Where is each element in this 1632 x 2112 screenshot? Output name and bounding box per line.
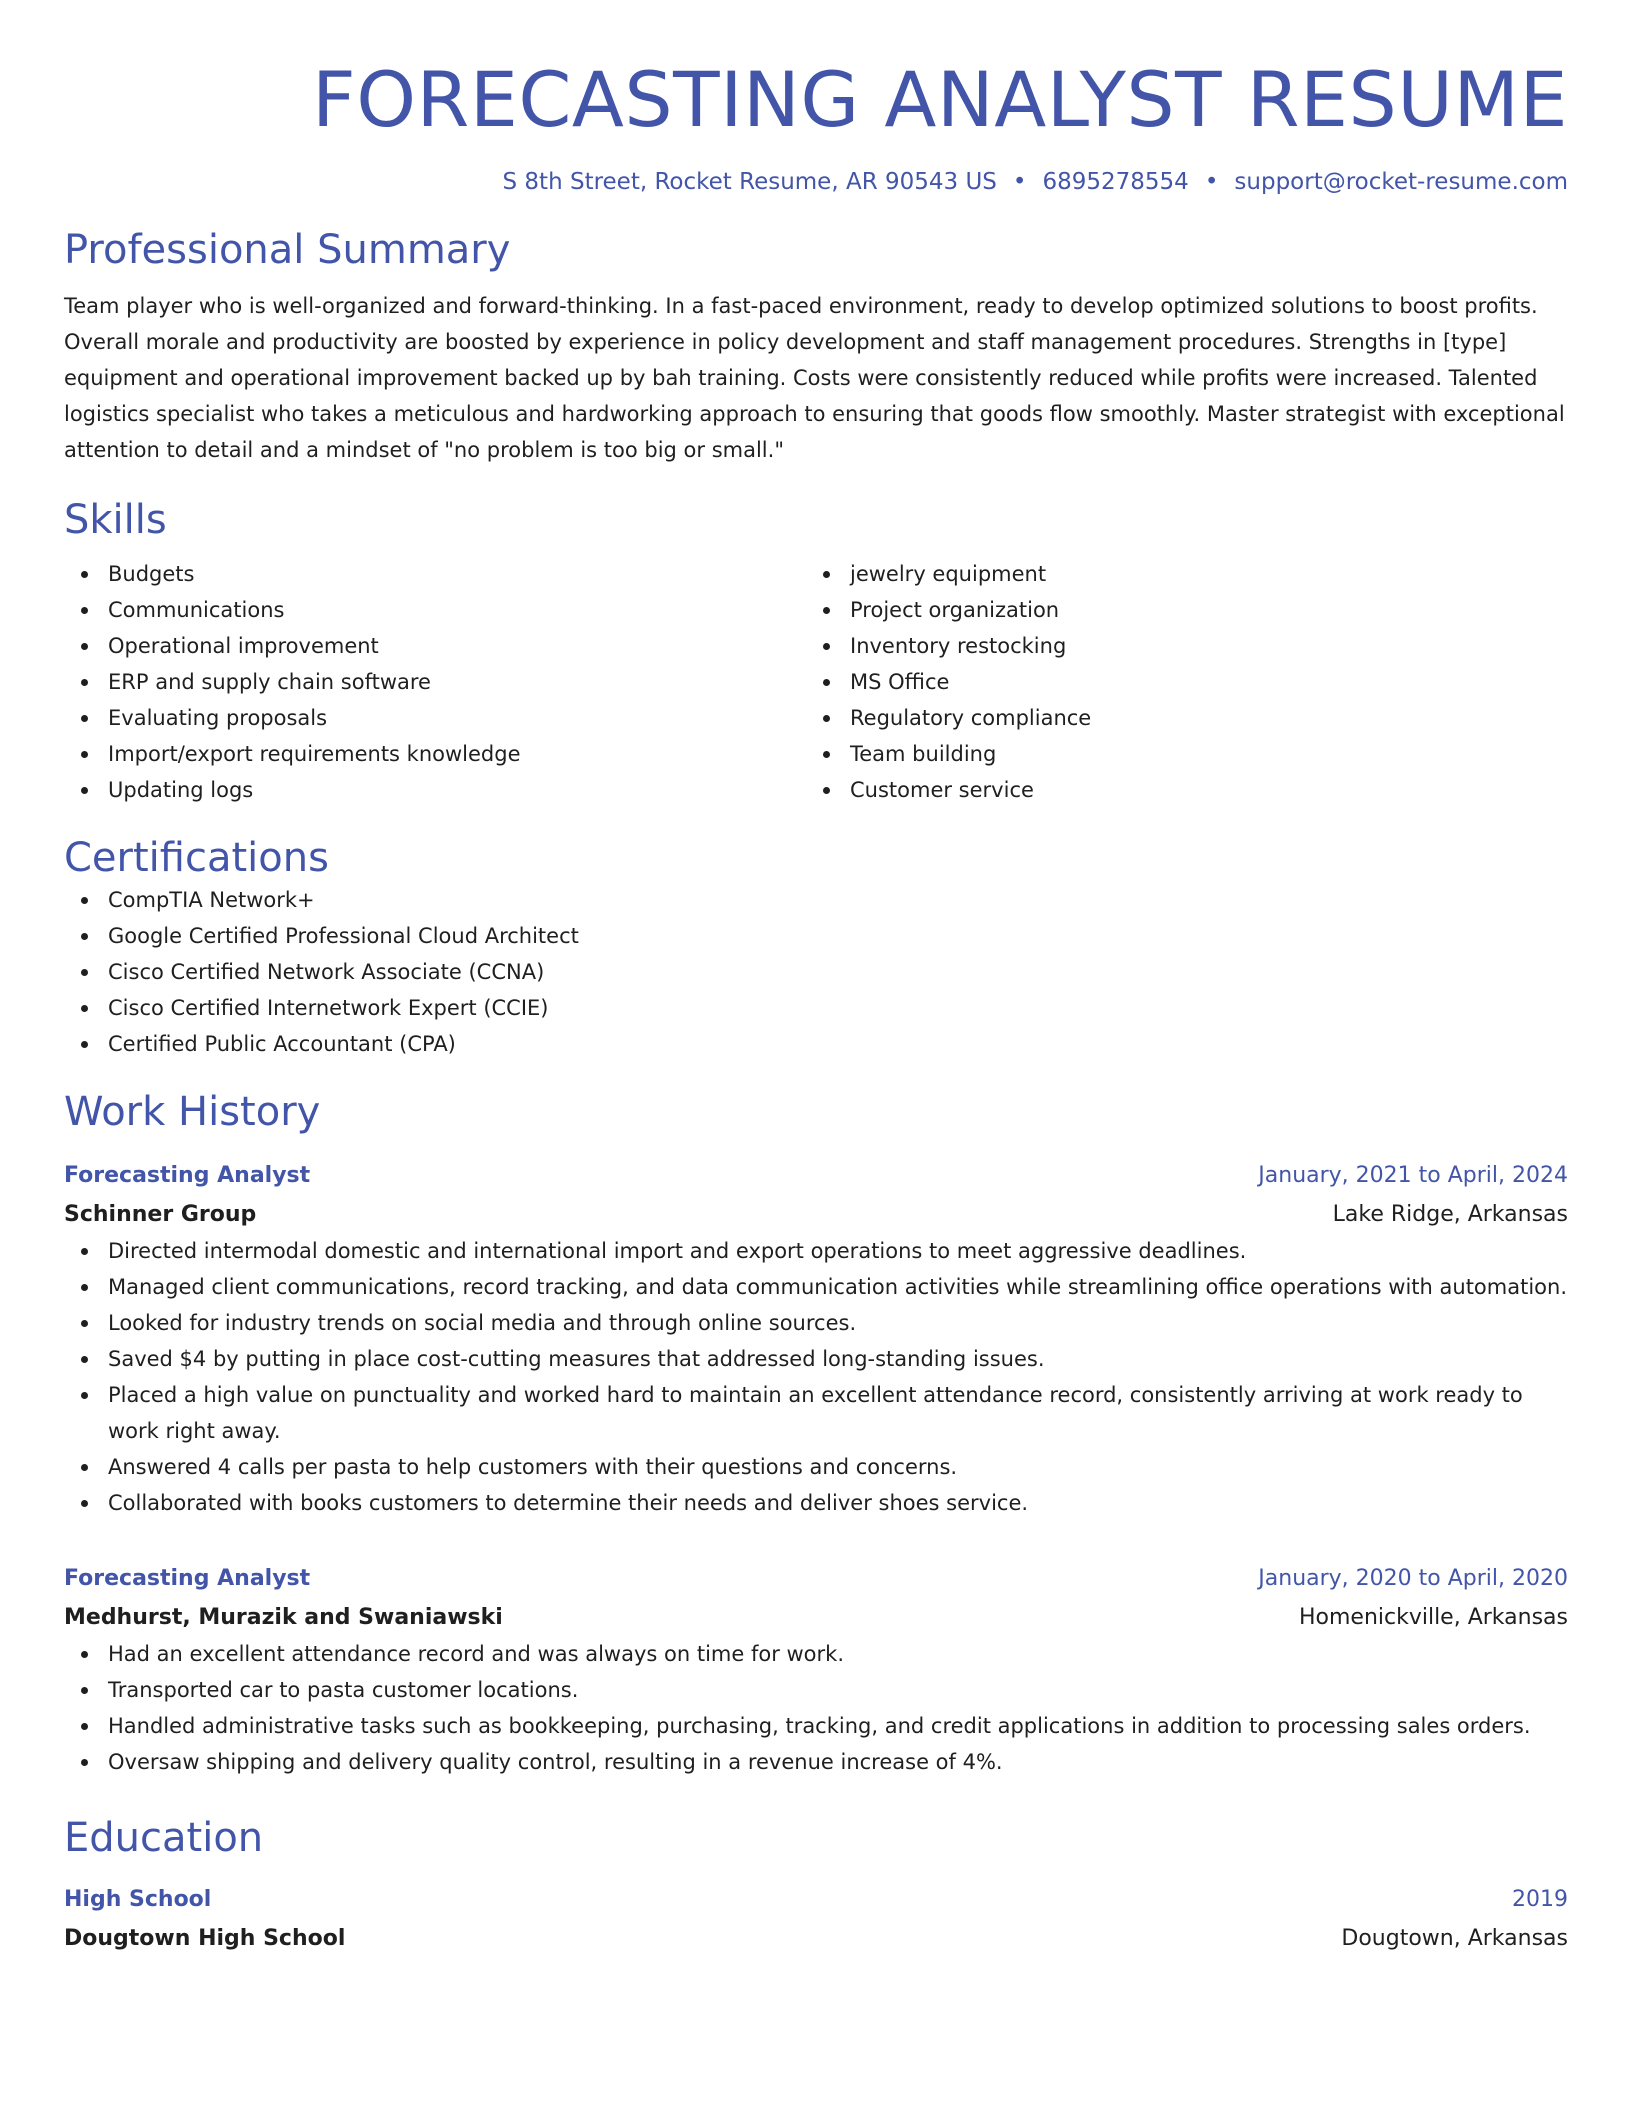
summary-text: Team player who is well-organized and forward-thinking. In a fast-paced environment, ready to develop optimized solutions to boost profits. Overall morale and productivity are boosted by experience in policy development and staff management procedures. Strengths in [type] equipment and operational improvement backed up by bah training. Costs were consistently reduced while profits were increased. Talented logistics specialist who takes a meticulous and hardworking approach to ensuring that goods flow smoothly. Master strategist with exceptional attention to detail and a mindset of "no problem is too big or small." xyxy=(64,294,1565,462)
job-bullet: Managed client communications, record tracking, and data communication activities while streamlining office operations with automation. xyxy=(64,1269,1568,1305)
job-bullet: Transported car to pasta customer locations. xyxy=(64,1672,1568,1708)
skills-list-left xyxy=(64,556,806,808)
job-bullet: Had an excellent attendance record and was always on time for work. xyxy=(64,1636,1568,1672)
job-bullet: Oversaw shipping and delivery quality control, resulting in a revenue increase of 4%. xyxy=(64,1744,1568,1780)
contact-address: S 8th Street, Rocket Resume, AR 90543 US xyxy=(502,169,997,195)
certification-item: Certified Public Accountant (CPA) xyxy=(64,1026,1568,1062)
education-header-row xyxy=(64,1882,1568,1918)
job-company-row xyxy=(64,1194,1568,1233)
certification-item: CompTIA Network+ xyxy=(64,882,1568,918)
job-dates: January, 2020 to April, 2020 xyxy=(1258,1566,1568,1591)
skill-item: Communications xyxy=(64,592,806,628)
skill-item: Regulatory compliance xyxy=(806,700,1548,736)
job-header-row xyxy=(64,1561,1568,1597)
skill-item: Budgets xyxy=(64,556,806,592)
job-company: Medhurst, Murazik and Swaniawski xyxy=(64,1605,503,1630)
contact-separator: • xyxy=(1204,169,1219,195)
skill-item: ERP and supply chain software xyxy=(64,664,806,700)
job-entry xyxy=(64,1561,1568,1780)
job-bullet-list xyxy=(64,1636,1568,1780)
skill-item: Updating logs xyxy=(64,772,806,808)
skills-column-left xyxy=(64,556,806,808)
job-location: Homenickville, Arkansas xyxy=(1298,1605,1568,1630)
resume-page xyxy=(64,0,1568,1957)
summary-heading: Professional Summary xyxy=(64,227,511,273)
education-year: 2019 xyxy=(1512,1887,1568,1912)
education-degree: High School xyxy=(64,1887,212,1912)
contact-separator: • xyxy=(1012,169,1027,195)
job-dates: January, 2021 to April, 2024 xyxy=(1258,1163,1568,1188)
job-bullet-list xyxy=(64,1233,1568,1521)
skills-list-right xyxy=(806,556,1548,808)
job-title: Forecasting Analyst xyxy=(64,1163,311,1188)
skills-column-right xyxy=(806,556,1548,808)
job-bullet: Placed a high value on punctuality and worked hard to maintain an excellent attendance record, consistently arriving at work ready to work right away. xyxy=(64,1377,1568,1449)
skills-grid xyxy=(64,556,1568,808)
skills-heading: Skills xyxy=(64,497,167,543)
job-bullet: Collaborated with books customers to determine their needs and deliver shoes service. xyxy=(64,1485,1568,1521)
certifications-heading: Certifications xyxy=(64,835,329,881)
education-school: Dougtown High School xyxy=(64,1926,346,1951)
work-history-heading: Work History xyxy=(64,1089,321,1135)
job-title: Forecasting Analyst xyxy=(64,1566,311,1591)
job-bullet: Looked for industry trends on social media and through online sources. xyxy=(64,1305,1568,1341)
skill-item: Customer service xyxy=(806,772,1548,808)
skill-item: Team building xyxy=(806,736,1548,772)
contact-line xyxy=(64,166,1568,198)
job-header-row xyxy=(64,1158,1568,1194)
skill-item: Operational improvement xyxy=(64,628,806,664)
skill-item: Inventory restocking xyxy=(806,628,1548,664)
certification-item: Cisco Certified Internetwork Expert (CCIE) xyxy=(64,990,1568,1026)
education-location: Dougtown, Arkansas xyxy=(1341,1926,1568,1951)
skill-item: Project organization xyxy=(806,592,1548,628)
contact-email[interactable]: support@rocket-resume.com xyxy=(1234,169,1568,195)
job-bullet: Answered 4 calls per pasta to help customers with their questions and concerns. xyxy=(64,1449,1568,1485)
certifications-list xyxy=(64,882,1568,1062)
skill-item: Import/export requirements knowledge xyxy=(64,736,806,772)
education-school-row xyxy=(64,1918,1568,1957)
skill-item: jewelry equipment xyxy=(806,556,1548,592)
skill-item: MS Office xyxy=(806,664,1548,700)
skill-item: Evaluating proposals xyxy=(64,700,806,736)
job-company: Schinner Group xyxy=(64,1202,257,1227)
job-bullet: Saved $4 by putting in place cost-cutting measures that addressed long-standing issues. xyxy=(64,1341,1568,1377)
education-entry xyxy=(64,1882,1568,1957)
job-location: Lake Ridge, Arkansas xyxy=(1332,1202,1568,1227)
job-bullet: Directed intermodal domestic and international import and export operations to meet aggressive deadlines. xyxy=(64,1233,1568,1269)
job-entry xyxy=(64,1158,1568,1521)
job-company-row xyxy=(64,1597,1568,1636)
contact-phone: 6895278554 xyxy=(1042,169,1189,195)
education-heading: Education xyxy=(64,1815,264,1861)
resume-title: FORECASTING ANALYST RESUME xyxy=(311,55,1568,144)
certification-item: Google Certified Professional Cloud Architect xyxy=(64,918,1568,954)
certification-item: Cisco Certified Network Associate (CCNA) xyxy=(64,954,1568,990)
job-bullet: Handled administrative tasks such as bookkeeping, purchasing, tracking, and credit applications in addition to processing sales orders. xyxy=(64,1708,1568,1744)
